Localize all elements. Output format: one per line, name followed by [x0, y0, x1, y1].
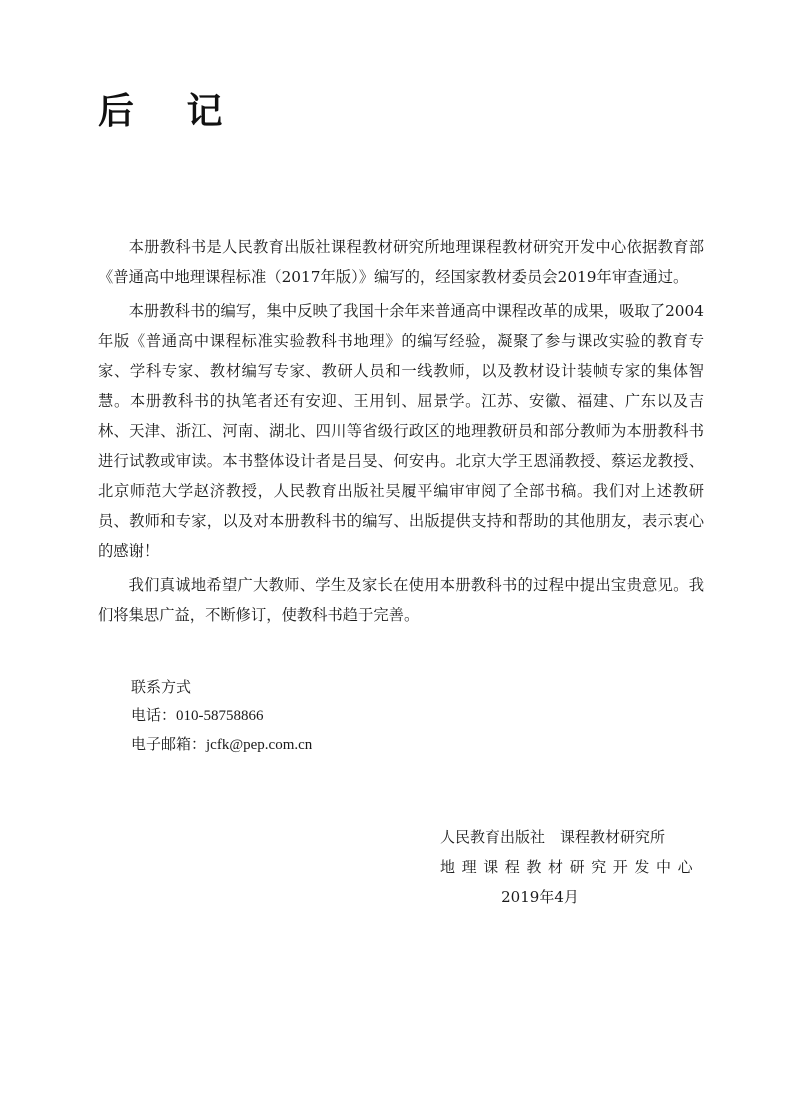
email-address: jcfk@pep.com.cn — [206, 737, 313, 753]
signature-publisher: 人民教育出版社 课程教材研究所 — [440, 828, 666, 846]
signature-date: 2019年4月 — [501, 888, 579, 906]
paragraph-3: 我们真诚地希望广大教师、学生及家长在使用本册教科书的过程中提出宝贵意见。我们将集思广益，不断修订，使教科书趋于完善。 — [98, 576, 704, 624]
signature-center: 地理课程教材研究开发中心 — [440, 858, 700, 876]
phone-label: 电话： — [131, 706, 177, 724]
contact-phone-line — [131, 701, 312, 730]
paragraph-2: 本册教科书的编写，集中反映了我国十余年来普通高中课程改革的成果，吸取了2004年版《普通高中课程标准实验教科书地理》的编写经验，凝聚了参与课改实验的教育专家、学科专家、教材编写专家、教研人员和一线教师，以及教材设计装帧专家的集体智慧。本册教科书的执笔者还有安迎、王用钊、屈景学。江苏、安徽、福建、广东以及吉林、天津、浙江、河南、湖北、四川等省级行政区的地理教研员和部分教师为本册教科书进行试教或审读。本书整体设计者是吕旻、何安冉。北京大学王恩涌教授、蔡运龙教授、北京师范大学赵济教授，人民教育出版社吴履平编审审阅了全部书稿。我们对上述教研员、教师和专家，以及对本册教科书的编写、出版提供支持和帮助的其他朋友，表示衷心的感谢！ — [98, 302, 704, 560]
paragraph-1: 本册教科书是人民教育出版社课程教材研究所地理课程教材研究开发中心依据教育部《普通高中地理课程标准（2017年版）》编写的，经国家教材委员会2019年审查通过。 — [98, 238, 704, 286]
page-title: 后 记 — [98, 91, 243, 132]
signature-block — [440, 822, 700, 912]
body-text — [98, 232, 704, 634]
contact-info — [131, 673, 312, 759]
contact-heading: 联系方式 — [131, 678, 192, 696]
email-label: 电子邮箱： — [131, 735, 207, 753]
phone-number: 010-58758866 — [176, 708, 264, 724]
contact-email-line — [131, 730, 312, 759]
